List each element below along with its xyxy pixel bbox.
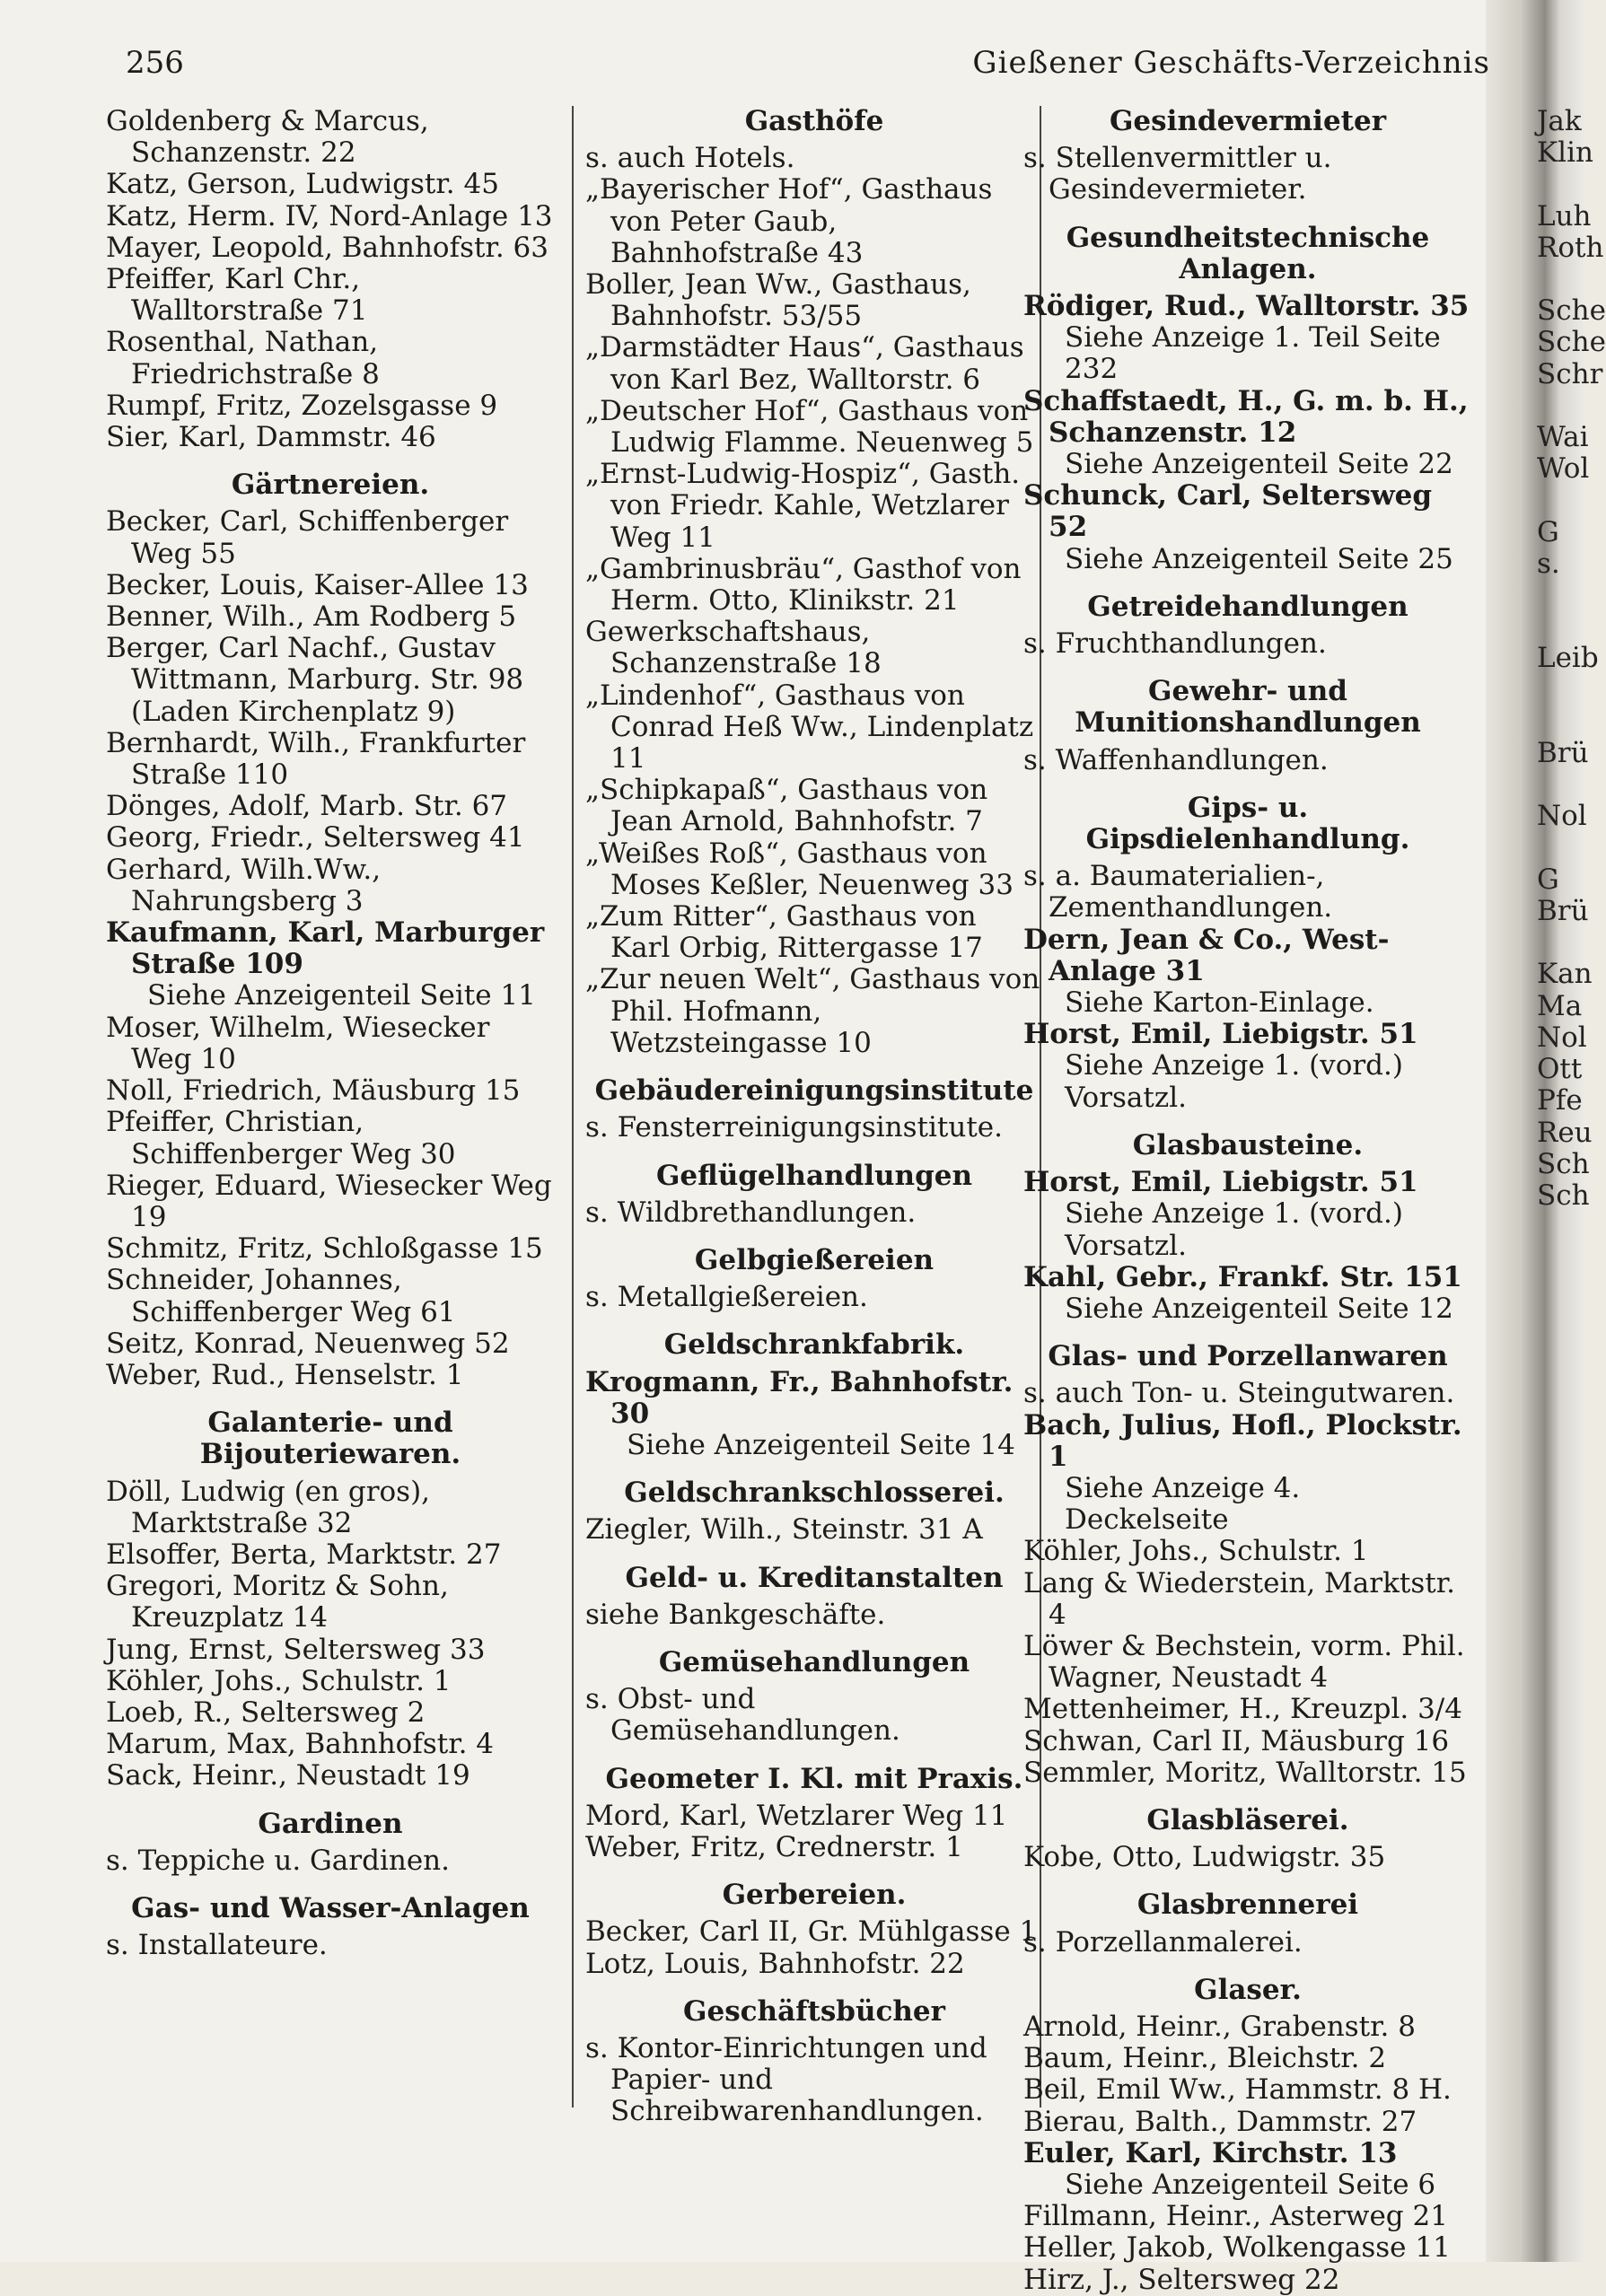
facing-page-fragment: Nol — [1537, 1021, 1587, 1054]
directory-entry: s. Installateure. — [106, 1929, 328, 1962]
directory-entry: Hirz, J., Seltersweg 22 — [1023, 2263, 1340, 2296]
facing-page-fragment: Sch — [1537, 1147, 1590, 1180]
directory-entry: Arnold, Heinr., Grabenstr. 8 — [1023, 2010, 1416, 2043]
running-title: Gießener Geschäfts-Verzeichnis — [972, 45, 1490, 81]
advertisement-reference: Siehe Anzeige 1. (vord.) Vorsatzl. — [1065, 1197, 1403, 1262]
facing-page-fragment: Ott — [1537, 1053, 1583, 1086]
facing-page-fragment — [1537, 675, 1584, 706]
directory-entry: Löwer & Bechstein, vorm. Phil. Wagner, Neustadt 4 — [1023, 1629, 1465, 1695]
section-heading: Gips- u. Gipsdielenhandlung. — [1085, 791, 1410, 856]
directory-entry: Becker, Carl II, Gr. Mühlgasse 1 — [585, 1915, 1038, 1949]
directory-entry: Bach, Julius, Hofl., Plockstr. 1 — [1023, 1408, 1462, 1473]
facing-page-fragment: Leib — [1537, 642, 1599, 675]
directory-entry: „Bayerischer Hof“, Gasthaus von Peter Gaub, Bahnhofstraße 43 — [585, 173, 993, 269]
directory-entry: Becker, Carl, Schiffenberger Weg 55 — [106, 505, 509, 570]
directory-entry: Mayer, Leopold, Bahnhofstr. 63 — [106, 231, 549, 264]
directory-entry: s. Fensterreinigungsinstitute. — [585, 1111, 1003, 1144]
directory-entry: Kobe, Otto, Ludwigstr. 35 — [1023, 1841, 1386, 1874]
section-heading: Gemüsehandlungen — [658, 1645, 970, 1678]
directory-entry: Rumpf, Fritz, Zozelsgasse 9 — [106, 389, 498, 422]
directory-entry: s. Waffenhandlungen. — [1023, 743, 1329, 776]
section-heading: Gesundheitstechnische Anlagen. — [1066, 221, 1430, 285]
directory-entry: Seitz, Konrad, Neuenweg 52 — [106, 1327, 510, 1360]
facing-page-fragment — [1537, 833, 1584, 864]
advertisement-reference: Siehe Anzeigenteil Seite 11 — [147, 979, 536, 1012]
directory-entry: „Ernst-Ludwig-Hospiz“, Gasth. von Friedr. Kahle, Wetzlarer Weg 11 — [585, 458, 1021, 554]
directory-entry: Bernhardt, Wilh., Frankfurter Straße 110 — [106, 726, 526, 792]
advertisement-reference: Siehe Anzeige 1. Teil Seite 232 — [1065, 321, 1441, 386]
directory-entry: siehe Bankgeschäfte. — [585, 1598, 886, 1631]
directory-entry: Rosenthal, Nathan, Friedrichstraße 8 — [106, 326, 380, 390]
directory-entry: Pfeiffer, Christian, Schiffenberger Weg 30 — [106, 1106, 456, 1170]
directory-entry: Mettenheimer, H., Kreuzpl. 3/4 — [1023, 1693, 1462, 1726]
section-heading: Glaser. — [1194, 1973, 1302, 2006]
section-heading: Gewehr- und Munitionshandlungen — [1075, 675, 1421, 740]
directory-entry: Schwan, Carl II, Mäusburg 16 — [1023, 1724, 1450, 1757]
advertisement-reference: Siehe Karton-Einlage. — [1065, 986, 1374, 1020]
directory-entry: Mord, Karl, Wetzlarer Weg 11 — [585, 1799, 1008, 1832]
directory-entry: „Weißes Roß“, Gasthaus von Moses Keßler, Neuenweg 33 — [585, 837, 1014, 901]
section-heading: Getreidehandlungen — [1087, 590, 1409, 623]
section-heading: Glasbausteine. — [1132, 1128, 1364, 1161]
directory-entry: „Gambrinusbräu“, Gasthof von Herm. Otto, Klinikstr. 21 — [585, 552, 1022, 618]
directory-entry: Euler, Karl, Kirchstr. 13 — [1023, 2136, 1398, 2169]
directory-entry: Noll, Friedrich, Mäusburg 15 — [106, 1074, 521, 1108]
directory-entry: Loeb, R., Seltersweg 2 — [106, 1696, 426, 1729]
directory-entry: s. a. Baumaterialien-, Zementhandlungen. — [1023, 860, 1333, 925]
directory-entry: Goldenberg & Marcus, Schanzenstr. 22 — [106, 105, 429, 170]
directory-entry: Katz, Gerson, Ludwigstr. 45 — [106, 168, 499, 201]
directory-entry: Weber, Fritz, Crednerstr. 1 — [585, 1830, 963, 1863]
directory-entry: Köhler, Johs., Schulstr. 1 — [106, 1664, 452, 1697]
directory-entry: Jung, Ernst, Seltersweg 33 — [106, 1633, 486, 1666]
facing-page-fragment: Sch — [1537, 1179, 1590, 1212]
facing-page-fragment: Brü — [1537, 895, 1589, 928]
facing-page-fragment: G — [1537, 515, 1559, 548]
facing-page-fragment: Pfe — [1537, 1084, 1583, 1117]
directory-entry: Boller, Jean Ww., Gasthaus, Bahnhofstr. 53/55 — [585, 268, 971, 333]
advertisement-reference: Siehe Anzeige 4. Deckelseite — [1065, 1471, 1301, 1537]
facing-page-strip — [1537, 105, 1606, 1212]
facing-page-fragment: Schr — [1537, 357, 1603, 390]
advertisement-reference: Siehe Anzeigenteil Seite 6 — [1065, 2168, 1436, 2201]
facing-page-fragment: Wai — [1537, 421, 1589, 454]
facing-page-fragment — [1537, 169, 1584, 200]
section-heading: Gesindevermieter — [1109, 105, 1387, 137]
facing-page-fragment: s. — [1537, 547, 1560, 580]
directory-entry: „Zur neuen Welt“, Gasthaus von Phil. Hofmann, Wetzsteingasse 10 — [585, 963, 1040, 1059]
directory-entry: Dern, Jean & Co., West-Anlage 31 — [1023, 923, 1390, 987]
directory-entry: „Darmstädter Haus“, Gasthaus von Karl Bez, Walltorstr. 6 — [585, 331, 1024, 396]
directory-entry: Fillmann, Heinr., Asterweg 21 — [1023, 2200, 1448, 2233]
directory-entry: Rieger, Eduard, Wiesecker Weg 19 — [106, 1169, 552, 1233]
section-heading: Glasbrennerei — [1136, 1889, 1359, 1922]
page-header — [126, 45, 1490, 95]
directory-entry: Horst, Emil, Liebigstr. 51 — [1023, 1018, 1418, 1051]
directory-entry: s. Metallgießereien. — [585, 1281, 868, 1314]
directory-entry: s. Kontor-Einrichtungen und Papier- und Schreibwarenhandlungen. — [585, 2031, 987, 2128]
directory-entry: Sack, Heinr., Neustadt 19 — [106, 1759, 470, 1792]
section-heading: Geschäftsbücher — [683, 1994, 945, 2028]
directory-entry: Schmitz, Fritz, Schloßgasse 15 — [106, 1232, 543, 1266]
directory-entry: Katz, Herm. IV, Nord-Anlage 13 — [106, 199, 553, 232]
facing-page-fragment: Ma — [1537, 989, 1583, 1022]
directory-entry: Lang & Wiederstein, Marktstr. 4 — [1023, 1566, 1455, 1631]
directory-entry: Rödiger, Rud., Walltorstr. 35 — [1023, 290, 1470, 323]
directory-entry: Schneider, Johannes, Schiffenberger Weg 61 — [106, 1264, 456, 1328]
column-1 — [106, 106, 555, 1961]
directory-entry: Pfeiffer, Karl Chr., Walltorstraße 71 — [106, 263, 368, 328]
advertisement-reference: Siehe Anzeigenteil Seite 14 — [627, 1428, 1015, 1461]
advertisement-reference: Siehe Anzeigenteil Seite 25 — [1065, 542, 1453, 575]
directory-entry: s. auch Hotels. — [585, 142, 795, 175]
facing-page-fragment: Nol — [1537, 800, 1587, 833]
directory-entry: Elsoffer, Berta, Marktstr. 27 — [106, 1538, 502, 1571]
directory-entry: Schunck, Carl, Seltersweg 52 — [1023, 479, 1433, 544]
section-heading: Gärtnereien. — [231, 469, 430, 502]
directory-entry: s. Wildbrethandlungen. — [585, 1196, 917, 1229]
facing-page-fragment: Klin — [1537, 136, 1593, 170]
facing-page-fragment: Luh — [1537, 199, 1592, 232]
directory-entry: Gerhard, Wilh.Ww., Nahrungsberg 3 — [106, 853, 382, 917]
facing-page-fragment: Kan — [1537, 958, 1593, 991]
facing-page-fragment — [1537, 264, 1584, 295]
column-3 — [1023, 106, 1472, 2296]
directory-entry: Gregori, Moritz & Sohn, Kreuzplatz 14 — [106, 1570, 449, 1634]
column-divider — [572, 106, 574, 2108]
column-2 — [585, 106, 1043, 2128]
directory-entry: s. Obst- und Gemüsehandlungen. — [585, 1683, 900, 1748]
section-heading: Geldschrankschlosserei. — [624, 1477, 1005, 1510]
directory-entry: s. Porzellanmalerei. — [1023, 1925, 1303, 1959]
directory-entry: Moser, Wilhelm, Wiesecker Weg 10 — [106, 1011, 490, 1075]
facing-page-fragment: Brü — [1537, 737, 1589, 770]
facing-page-fragment — [1537, 580, 1584, 611]
directory-entry: Lotz, Louis, Bahnhofstr. 22 — [585, 1947, 965, 1980]
directory-entry: Krogmann, Fr., Bahnhofstr. 30 — [585, 1365, 1014, 1430]
facing-page-fragment: Sche — [1537, 326, 1606, 359]
directory-entry: Kaufmann, Karl, Marburger Straße 109 — [106, 916, 545, 981]
page-number: 256 — [126, 45, 184, 81]
advertisement-reference: Siehe Anzeigenteil Seite 12 — [1065, 1292, 1453, 1325]
directory-entry: s. Fruchthandlungen. — [1023, 627, 1327, 661]
section-heading: Geld- u. Kreditanstalten — [625, 1561, 1004, 1594]
directory-entry: Semmler, Moritz, Walltorstr. 15 — [1023, 1756, 1467, 1789]
section-heading: Galanterie- und Bijouteriewaren. — [199, 1407, 461, 1471]
directory-entry: Weber, Rud., Henselstr. 1 — [106, 1358, 464, 1391]
directory-entry: Köhler, Johs., Schulstr. 1 — [1023, 1535, 1369, 1568]
section-heading: Gebäudereinigungsinstitute — [594, 1074, 1034, 1108]
directory-entry: Dönges, Adolf, Marb. Str. 67 — [106, 790, 508, 823]
section-heading: Geflügelhandlungen — [655, 1159, 973, 1192]
advertisement-reference: Siehe Anzeigenteil Seite 22 — [1065, 448, 1453, 481]
facing-page-fragment: Sche — [1537, 294, 1606, 328]
advertisement-reference: Siehe Anzeige 1. (vord.) Vorsatzl. — [1065, 1049, 1403, 1114]
section-heading: Glas- und Porzellanwaren — [1048, 1340, 1448, 1373]
directory-entry: Beil, Emil Ww., Hammstr. 8 H. — [1023, 2073, 1452, 2107]
directory-entry: Schaffstaedt, H., G. m. b. H., Schanzenstr. 12 — [1023, 384, 1469, 449]
facing-page-fragment: G — [1537, 863, 1559, 896]
facing-page-fragment: Wol — [1537, 452, 1590, 486]
directory-entry: Bierau, Balth., Dammstr. 27 — [1023, 2105, 1417, 2138]
directory-entry: „Lindenhof“, Gasthaus von Conrad Heß Ww., Lindenplatz 11 — [585, 679, 1034, 776]
directory-entry: Baum, Heinr., Bleichstr. 2 — [1023, 2042, 1387, 2075]
directory-entry: Berger, Carl Nachf., Gustav Wittmann, Marburg. Str. 98 (Laden Kirchenplatz 9) — [106, 632, 524, 728]
directory-entry: „Zum Ritter“, Gasthaus von Karl Orbig, Rittergasse 17 — [585, 900, 983, 965]
directory-entry: Horst, Emil, Liebigstr. 51 — [1023, 1166, 1418, 1199]
directory-entry: s. Stellenvermittler u. Gesindevermieter. — [1023, 142, 1332, 206]
section-heading: Gerbereien. — [722, 1879, 907, 1912]
facing-page-fragment — [1537, 706, 1584, 738]
directory-entry: „Schipkapaß“, Gasthaus von Jean Arnold, Bahnhofstr. 7 — [585, 774, 988, 838]
section-heading: Glasbläserei. — [1146, 1803, 1349, 1836]
directory-entry: Ziegler, Wilh., Steinstr. 31 A — [585, 1513, 983, 1547]
directory-entry: s. auch Ton- u. Steingutwaren. — [1023, 1377, 1455, 1410]
facing-page-fragment — [1537, 390, 1584, 422]
directory-entry: Benner, Wilh., Am Rodberg 5 — [106, 600, 517, 634]
section-heading: Gasthöfe — [744, 105, 884, 137]
directory-entry: Georg, Friedr., Seltersweg 41 — [106, 821, 525, 854]
section-heading: Geometer I. Kl. mit Praxis. — [605, 1762, 1023, 1795]
directory-entry: Gewerkschaftshaus, Schanzenstraße 18 — [585, 616, 882, 680]
section-heading: Geldschrankfabrik. — [663, 1328, 965, 1362]
directory-entry: Döll, Ludwig (en gros), Marktstraße 32 — [106, 1475, 431, 1539]
facing-page-fragment: Jak — [1537, 105, 1582, 137]
directory-entry: s. Teppiche u. Gardinen. — [106, 1844, 450, 1877]
directory-entry: Kahl, Gebr., Frankf. Str. 151 — [1023, 1260, 1462, 1293]
directory-entry: Marum, Max, Bahnhofstr. 4 — [106, 1728, 495, 1761]
directory-entry: Becker, Louis, Kaiser-Allee 13 — [106, 568, 529, 601]
directory-entry: Heller, Jakob, Wolkengasse 11 — [1023, 2231, 1451, 2265]
facing-page-fragment — [1537, 769, 1584, 801]
facing-page-fragment — [1537, 927, 1584, 959]
section-heading: Gas- und Wasser-Anlagen — [131, 1891, 530, 1924]
section-heading: Gelbgießereien — [694, 1243, 935, 1276]
facing-page-fragment — [1537, 485, 1584, 516]
section-heading: Gardinen — [258, 1807, 403, 1840]
facing-page-fragment: Reu — [1537, 1116, 1593, 1149]
directory-entry: Sier, Karl, Dammstr. 46 — [106, 421, 436, 454]
facing-page-fragment: Roth — [1537, 231, 1604, 264]
directory-entry: „Deutscher Hof“, Gasthaus von Ludwig Flamme. Neuenweg 5 — [585, 394, 1034, 460]
facing-page-fragment — [1537, 611, 1584, 643]
